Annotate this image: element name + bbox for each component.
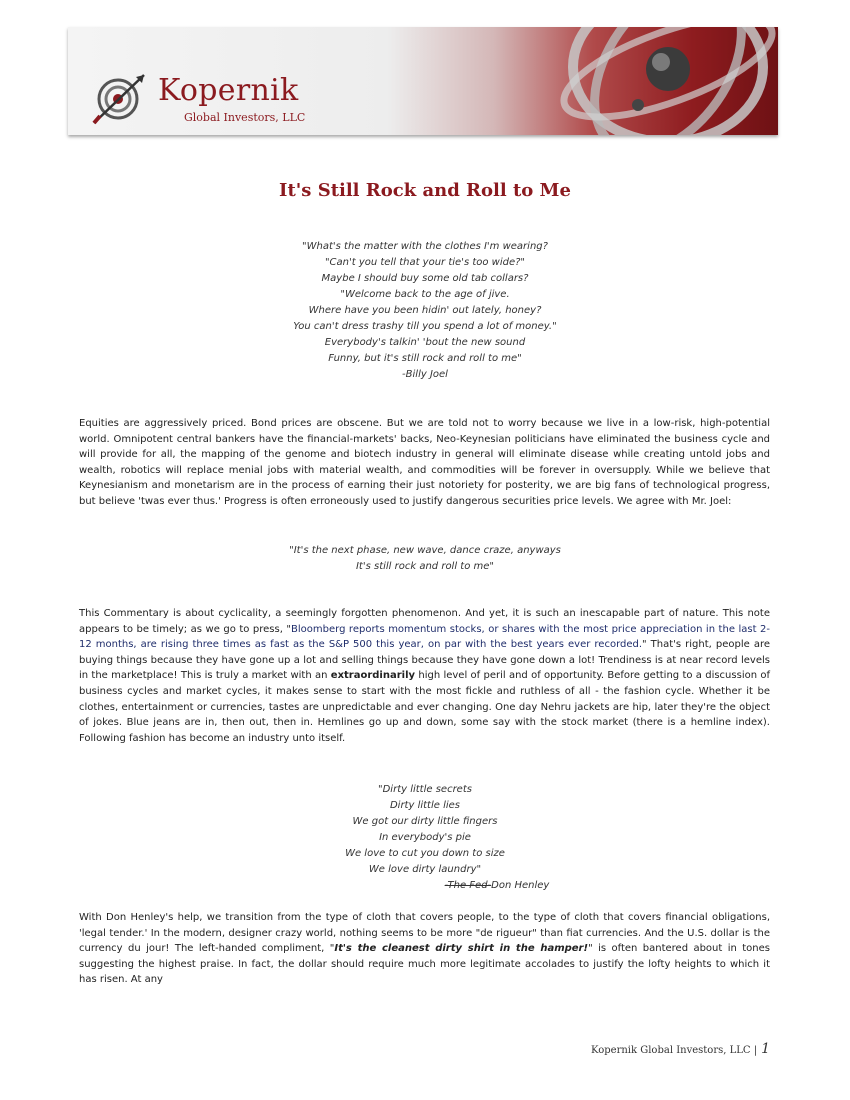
emphasis-text: It's the cleanest dirty shirt in the hamper! <box>334 943 589 955</box>
quote-line: You can't dress trashy till you spend a lot of money." <box>293 321 557 332</box>
quote-line: Dirty little lies <box>389 800 461 811</box>
quote-line: It's still rock and roll to me" <box>355 561 495 572</box>
para-text: This Commentary is about cyclicality, a seemingly forgotten phenomenon. And yet, it is such an inescapable part of nature. This note appears to be timely; as we go to press, " <box>79 608 770 635</box>
quote-line: In everybody's pie <box>379 832 471 843</box>
quote-attribution <box>72 878 850 894</box>
quote-line: "Can't you tell that your tie's too wide?" <box>324 257 526 268</box>
para-text: " is often bantered about in tones suggesting the highest praise. In fact, the dollar should require much more legitimate accolades to justify the lofty heights to which it has risen. At any <box>79 943 770 986</box>
bloomberg-quote: Bloomberg reports momentum stocks, or shares with the most price appreciation in the last 2-12 months, are rising three times as fast as the S&P 500 this year, on par with the best years ever recorded. <box>79 623 771 651</box>
quote-line: We love dirty laundry" <box>368 864 482 875</box>
body-paragraph-1: Equities are aggressively priced. Bond prices are obscene. But we are told not to worry because we live in a low-risk, high-potential world. Omnipotent central bankers have the financial-markets' backs, Neo-Keynesian politicians have eliminated the business cycle and will provide for all, the mapping of the genome and biotech industry in general will eliminate disease while creating untold jobs and wealth, robotics will replace menial jobs with material wealth, and commodities will be forever in oversupply. While we believe that Keynesianism and monetarism are in the process of earning their just notoriety for posterity, we are big fans of technological progress, but believe 'twas ever thus.' Progress is often erroneously used to justify dangerous securities price levels. We agree with Mr. Joel: <box>79 418 770 507</box>
company-subtitle: Global Investors, LLC <box>184 111 306 124</box>
quote-line: Maybe I should buy some old tab collars? <box>321 273 529 284</box>
para-text: " That's right, people are buying things because they have gone up a lot and selling things because they have gone down a lot! Trendiness is at near record levels in the marketplace! This is truly a market with an <box>79 639 770 682</box>
quote-line: "It's the next phase, new wave, dance craze, anyways <box>289 545 561 556</box>
para-text: With Don Henley's help, we transition from the type of cloth that covers people, to the type of cloth that covers financial obligations, 'legal tender.' In the modern, designer crazy world, nothing seems to be more "de rigueur" than fiat currencies. And the U.S. dollar is the currency du jour! The left-handed compliment, " <box>79 912 770 955</box>
quote-line: "What's the matter with the clothes I'm wearing? <box>302 241 548 252</box>
page-number: 1 <box>761 1041 770 1057</box>
quote-line: "Welcome back to the age of jive. <box>340 289 510 300</box>
quote-line: We love to cut you down to size <box>345 848 505 859</box>
page-footer <box>591 1041 770 1057</box>
orbit-sphere-art-icon <box>518 27 778 135</box>
target-arrow-logo-icon <box>90 67 152 129</box>
quote-line: We got our dirty little fingers <box>352 816 498 827</box>
quote-line: Where have you been hidin' out lately, honey? <box>308 305 542 316</box>
second-quote <box>0 543 850 575</box>
attribution-name: Don Henley <box>491 880 550 891</box>
don-henley-quote <box>0 782 850 894</box>
quote-line: Everybody's talkin' 'bout the new sound <box>324 337 526 348</box>
quote-attribution: -Billy Joel <box>402 369 448 380</box>
body-paragraph-2 <box>79 606 770 746</box>
billy-joel-quote <box>0 239 850 383</box>
header-banner <box>68 27 778 135</box>
body-paragraph-3 <box>79 910 770 988</box>
company-name: Kopernik <box>158 73 299 108</box>
quote-line: "Dirty little secrets <box>378 784 472 795</box>
footer-text: Kopernik Global Investors, LLC | <box>591 1045 758 1056</box>
para-text: high level of peril and of opportunity. Before getting to a discussion of business cycles and market cycles, it makes sense to start with the most fickle and ruthless of all - the fashion cycle. Whether it be clothes, entertainment or currencies, tastes are unpredictable and ever changing. One day Nehru jackets are hip, later they're the object of jokes. Blue jeans are in, then out, then in. Hemlines go up and down, some say with the stock market (there is a hemline index). Following fashion has become an industry unto itself. <box>79 670 770 744</box>
struck-attribution: -The Fed- <box>444 880 492 891</box>
emphasis-text: extraordinarily <box>330 670 416 682</box>
page-title: It's Still Rock and Roll to Me <box>279 180 571 201</box>
quote-line: Funny, but it's still rock and roll to me" <box>328 353 522 364</box>
